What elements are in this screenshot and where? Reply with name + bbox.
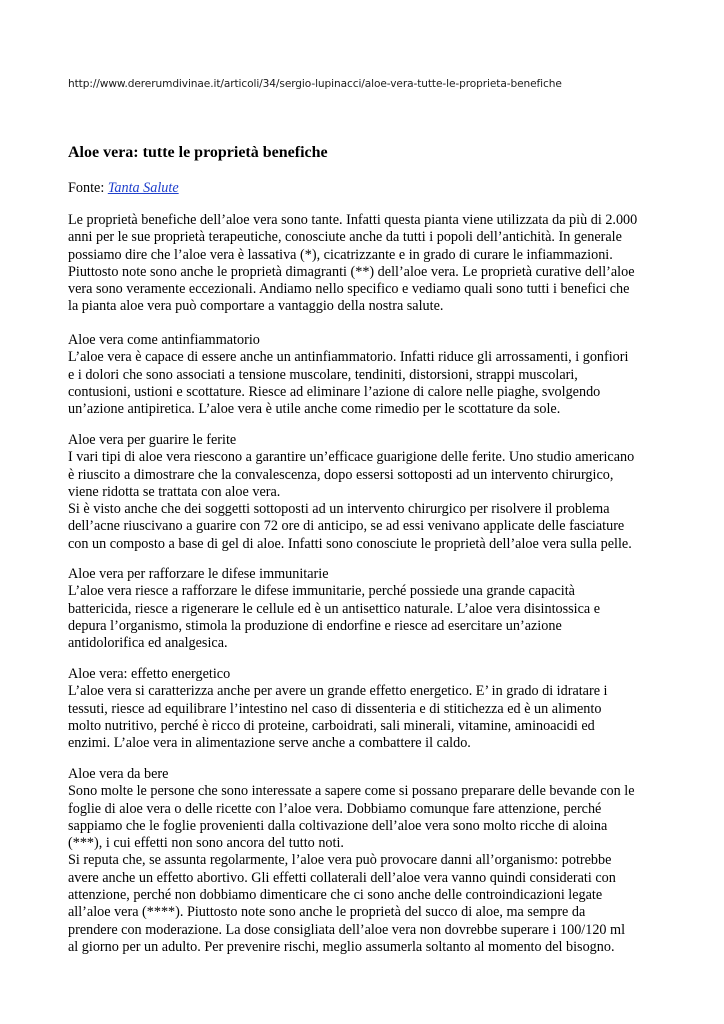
text-line: depura l’organismo, stimola la produzione di endorfine e riesce ad esercitare un’azione [68,617,562,634]
text-line: L’aloe vera è capace di essere anche un antinfiammatorio. Infatti riduce gli arrossamenti, i gonfiori [68,349,629,366]
source-label: Fonte: [68,180,108,196]
text-line: L’aloe vera riesce a rafforzare le difese immunitarie, perché possiede una grande capacità [68,583,575,600]
text-line: Piuttosto note sono anche le proprietà dimagranti (**) dell’aloe vera. Le proprietà curative dell’aloe [68,263,635,280]
article-title: Aloe vera: tutte le proprietà benefiche [68,144,328,161]
intro-paragraph [68,212,637,316]
text-line: tessuti, riesce ad equilibrare l’intestino nel caso di dissenteria e di stitichezza ed è un alimento [68,700,602,717]
text-line: antidolorifica ed analgesica. [68,635,228,652]
text-line: è riuscito a dimostrare che la convalescenza, dopo essersi sottoposti ad un intervento chirurgico, [68,466,614,483]
text-line: dell’acne riuscivano a guarire con 72 ore di anticipo, se ad essi venivano applicate delle fasciature [68,518,625,535]
text-line: viene ridotta se trattata con aloe vera. [68,483,281,500]
section-difese-immunitarie [68,566,600,652]
text-line: prendere con moderazione. La dose consigliata dell’aloe vera non dovrebbe superare i 100/120 ml [68,921,626,938]
source-line [68,180,179,197]
section-heading: Aloe vera per guarire le ferite [68,432,237,448]
text-line: e i dolori che sono associati a tensione muscolare, tendiniti, distorsioni, strappi muscolari, [68,366,578,383]
text-line: possiamo dire che l’aloe vera è lassativa (*), cicatrizzante e in grado di curare le infiammazioni. [68,246,613,263]
text-line: battericida, riesce a rigenerare le cellule ed è un antisettico naturale. L’aloe vera disintossica e [68,600,601,617]
text-line: L’aloe vera si caratterizza anche per avere un grande effetto energetico. E’ in grado di idratare i [68,683,608,700]
section-antinfiammatorio [68,332,628,418]
source-url: http://www.dererumdivinae.it/articoli/34/sergio-lupinacci/aloe-vera-tutte-le-proprieta-benefiche [68,78,562,90]
text-line: la pianta aloe vera può comportare a vantaggio della nostra salute. [68,298,444,315]
text-line: anni per le sue proprietà terapeutiche, conosciute anche da tutti i popoli dell’antichità. In generale [68,229,622,246]
text-line: (***), i cui effetti non sono ancora del tutto noti. [68,835,344,852]
text-line: al giorno per un adulto. Per prevenire rischi, meglio assumerla soltanto al momento del bisogno. [68,938,615,955]
text-line: Si è visto anche che dei soggetti sottoposti ad un intervento chirurgico per risolvere il problema [68,501,610,518]
text-line: enzimi. L’aloe vera in alimentazione serve anche a combattere il caldo. [68,735,471,752]
text-line: foglie di aloe vera o delle ricette con l’aloe vera. Dobbiamo comunque fare attenzione, perché [68,800,602,817]
source-link[interactable]: Tanta Salute [107,180,179,196]
text-line: sappiamo che le foglie provenienti dalla coltivazione dell’aloe vera sono molto ricche di aloina [68,817,608,834]
text-line: con un composto a base di gel di aloe. Infatti sono conosciute le proprietà dell’aloe vera sulla pelle. [68,535,632,552]
section-ferite [68,432,634,553]
text-line: Sono molte le persone che sono interessate a sapere come si possano preparare delle bevande con le [68,783,635,800]
text-line: contusioni, ustioni e scottature. Riesce ad eliminare l’azione di calore nelle piaghe, svolgendo [68,383,601,400]
text-line: Si reputa che, se assunta regolarmente, l’aloe vera può provocare danni all’organismo: potrebbe [68,852,612,869]
section-heading: Aloe vera per rafforzare le difese immunitarie [68,566,329,582]
section-heading: Aloe vera da bere [68,766,169,782]
section-heading: Aloe vera: effetto energetico [68,666,231,682]
section-heading: Aloe vera come antinfiammatorio [68,332,260,348]
text-line: all’aloe vera (****). Piuttosto note sono anche le proprietà del succo di aloe, ma sempre da [68,904,586,921]
section-effetto-energetico [68,666,608,752]
text-line: molto nutritivo, perché è ricco di proteine, carboidrati, sali minerali, vitamine, aminoacidi ed [68,717,595,734]
text-line: attenzione, perché non dobbiamo dimenticare che ci sono anche delle controindicazioni legate [68,887,603,904]
text-line: I vari tipi di aloe vera riescono a garantire un’efficace guarigione delle ferite. Uno studio americano [68,449,635,466]
text-line: vera sono veramente eccezionali. Andiamo nello specifico e vediamo quali sono tutti i benefici che [68,281,630,298]
section-da-bere [68,766,635,956]
text-line: un’azione antipiretica. L’aloe vera è utile anche come rimedio per le scottature da sole. [68,401,561,418]
text-line: Le proprietà benefiche dell’aloe vera sono tante. Infatti questa pianta viene utilizzata da più di 2.000 [68,212,638,228]
text-line: avere anche un effetto abortivo. Gli effetti collaterali dell’aloe vera vanno quindi considerati con [68,869,616,886]
